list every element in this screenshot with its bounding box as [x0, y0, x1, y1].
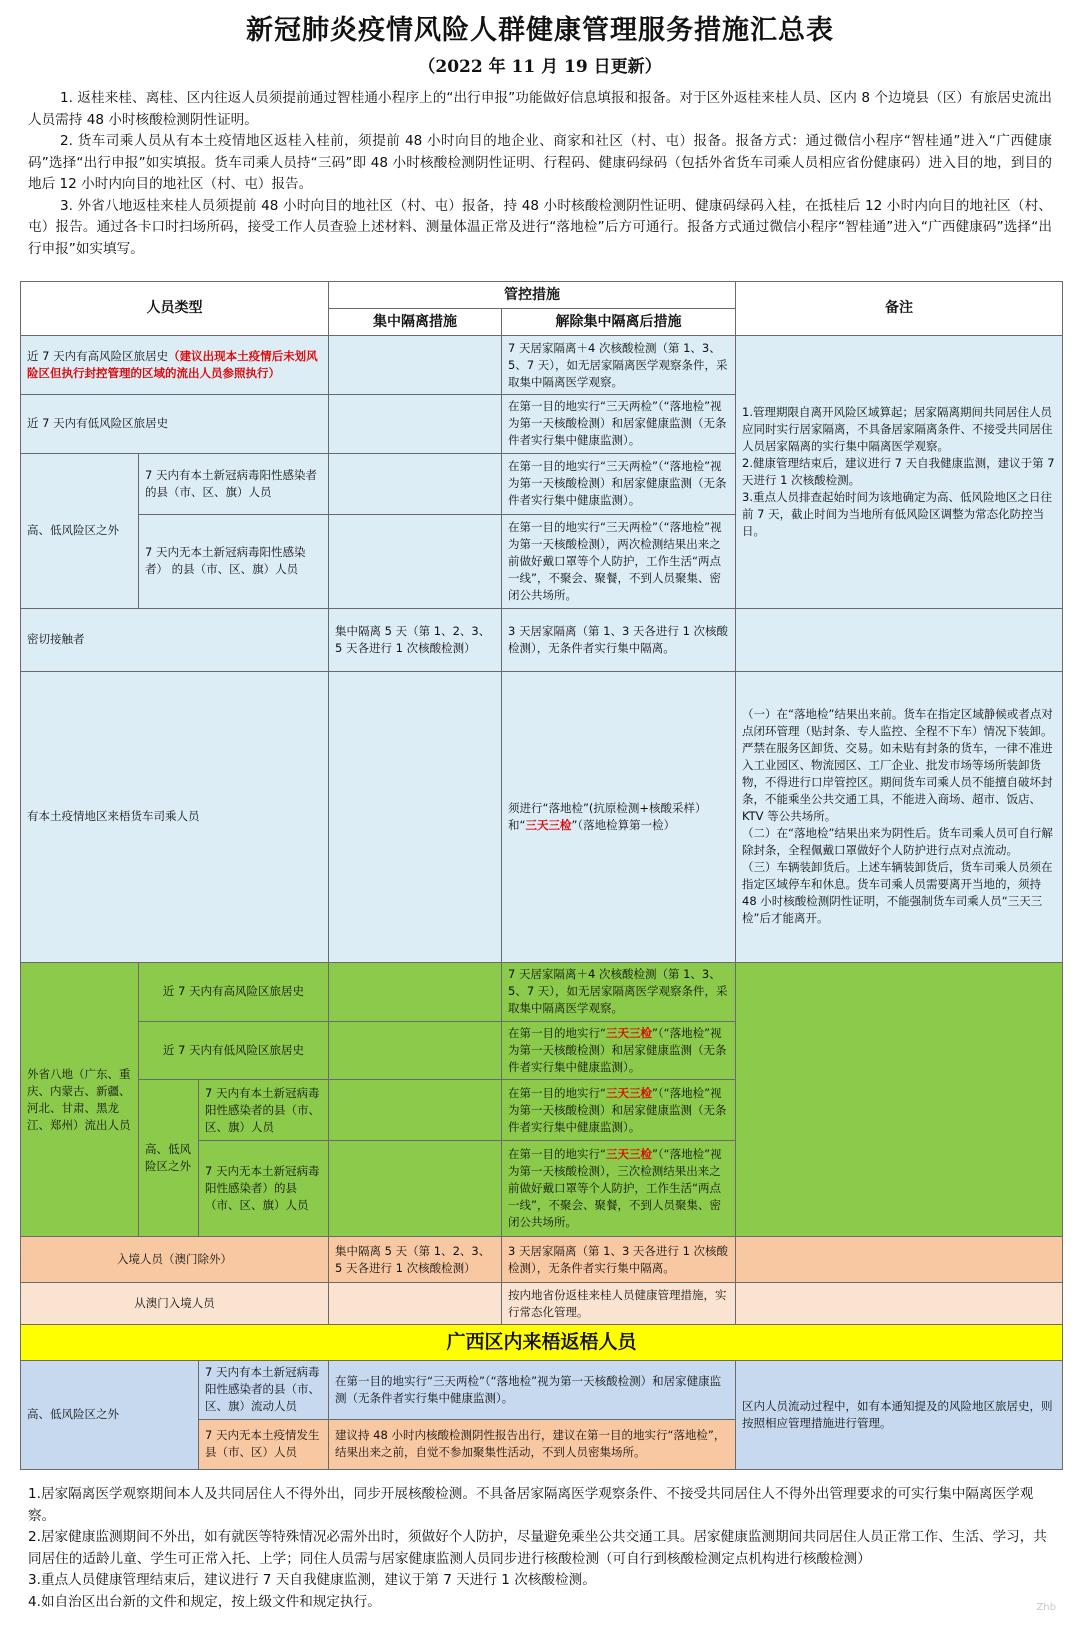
person-type-cell: 近 7 天内有高风险区旅居史（建议出现本土疫情后未划风险区但执行封控管理的区域的流出人员参照执行）	[21, 336, 329, 395]
release-cell: 在第一目的地实行“三天三检”（“落地检”视为第一天核酸检测）和居家健康监测（无条件者实行集中健康监测）。	[502, 1021, 736, 1080]
note-cell	[736, 1237, 1063, 1283]
header-person-type: 人员类型	[21, 282, 329, 336]
subgroup-cell: 高、低风险区之外	[139, 1080, 199, 1237]
central-cell	[329, 514, 502, 608]
page-title: 新冠肺炎疫情风险人群健康管理服务措施汇总表	[246, 15, 834, 46]
release-cell: 7 天居家隔离＋4 次核酸检测（第 1、3、5、7 天），如无居家隔离医学观察条件，采取集中隔离医学观察。	[502, 336, 736, 395]
release-cell: 在第一目的地实行“三天两检”（“落地检”视为第一天核酸检测）和居家健康监测（无条件者实行集中健康监测）。	[502, 453, 736, 514]
person-type-cell: 7 天内有本土新冠病毒阳性感染者的县（市、区、旗）流动人员	[199, 1360, 329, 1419]
note-cell: 区内人员流动过程中，如有本通知提及的风险地区旅居史，则按照相应管理措施进行管理。	[736, 1360, 1063, 1469]
release-cell: 3 天居家隔离（第 1、3 天各进行 1 次核酸检测），无条件者实行集中隔离。	[502, 608, 736, 671]
person-type-cell: 7 天内无本土新冠病毒阳性感染者）的县（市、区、旗）人员	[199, 1140, 329, 1236]
person-type-cell: 有本土疫情地区来梧货车司乘人员	[21, 671, 329, 962]
group-cell: 外省八地（广东、重庆、内蒙古、新疆、河北、甘肃、黑龙江、郑州）流出人员	[21, 962, 139, 1236]
table-row	[21, 608, 1063, 671]
central-cell	[329, 395, 502, 454]
table-row	[21, 1325, 1063, 1361]
group-cell: 高、低风险区之外	[21, 453, 139, 608]
central-cell	[329, 1140, 502, 1236]
central-cell	[329, 1080, 502, 1141]
release-cell: 在第一目的地实行“三天两检”（“落地检”视为第一天核酸检测），两次检测结果出来之前做好戴口罩等个人防护，工作生活“两点一线”，不聚会、聚餐，不到人员聚集、密闭公共场所。	[502, 514, 736, 608]
section-banner: 广西区内来梧返梧人员	[21, 1325, 1063, 1361]
person-type-cell: 7 天内有本土新冠病毒阳性感染者的县（市、区、旗）人员	[199, 1080, 329, 1141]
measure-cell: 在第一目的地实行“三天两检”（“落地检”视为第一天核酸检测）和居家健康监测（无条件者实行集中健康监测）。	[329, 1360, 736, 1419]
note-cell	[736, 608, 1063, 671]
footer-item: 2.居家健康监测期间不外出，如有就医等特殊情况必需外出时，须做好个人防护，尽量避免乘坐公共交通工具。居家健康监测期间共同居住人员正常工作、生活、学习，共同居住的适龄儿童、学生可正常入托、上学；同住人员需与居家健康监测人员同步进行核酸检测（可自行到核酸检测定点机构进行核酸检测）	[28, 1529, 1047, 1567]
person-type-cell: 7 天内无本土新冠病毒阳性感染者） 的县（市、区、旗）人员	[139, 514, 329, 608]
release-cell: 按内地省份返桂来桂人员健康管理措施，实行常态化管理。	[502, 1283, 736, 1325]
person-type-cell: 7 天内无本土疫情发生县（市、区）人员	[199, 1419, 329, 1469]
person-type-cell: 从澳门入境人员	[21, 1283, 329, 1325]
watermark: Zhb	[1036, 1602, 1056, 1613]
central-cell	[329, 1283, 502, 1325]
central-cell: 集中隔离 5 天（第 1、2、3、5 天各进行 1 次核酸检测）	[329, 608, 502, 671]
footer-item: 1.居家隔离医学观察期间本人及共同居住人不得外出，同步开展核酸检测。不具备居家隔离医学观察条件、不接受共同居住人不得外出管理要求的可实行集中隔离医学观察。	[28, 1486, 1034, 1524]
intro-notes	[28, 88, 1052, 260]
footer-item: 3.重点人员健康管理结束后，建议进行 7 天自我健康监测，建议于第 7 天进行 1 次核酸检测。	[28, 1572, 596, 1588]
footer-notes	[28, 1484, 1054, 1613]
central-cell	[329, 336, 502, 395]
header-note: 备注	[736, 282, 1063, 336]
header-central: 集中隔离措施	[329, 309, 502, 336]
table-row	[21, 962, 1063, 1021]
central-cell	[329, 671, 502, 962]
update-date: （2022 年 11 月 19 日更新）	[418, 57, 662, 77]
header-control: 管控措施	[329, 282, 736, 309]
note-cell: （一）在“落地检”结果出来前。货车在指定区域静候或者点对点闭环管理（贴封条、专人监控、全程不下车）情况下装卸。 严禁在服务区卸货、交易。如未贴有封条的货车，一律不准进入工业园区、物流园区、工厂企业、批发市场等场所装卸货物，不得进行口岸管控区。期间货车司乘人员不能擅自破坏封条，不能乘坐公共交通工具，不能进入商场、超市、饭店、KTV 等公共场所。 （二）在“落地检”结果出来为阴性后。货车司乘人员可自行解除封条，全程佩戴口罩做好个人防护进行点对点流动。 （三）车辆装卸货后。上述车辆装卸货后，货车司乘人员须在指定区域停车和休息。货车司乘人员需要离开当地的，须持 48 小时核酸检测阴性证明，不能强制货车司乘人员“三天三检”后才能离开。	[736, 671, 1063, 962]
intro-item: 1. 返桂来桂、离桂、区内往返人员须提前通过智桂通小程序上的“出行申报”功能做好信息填报和报备。对于区外返桂来桂人员、区内 8 个边境县（区）有旅居史流出人员需持 48 小时核酸检测阴性证明。	[28, 90, 1052, 128]
intro-item: 3. 外省八地返桂来桂人员须提前 48 小时向目的地社区（村、屯）报备，持 48 小时核酸检测阴性证明、健康码绿码入桂，在抵桂后 12 小时内向目的地社区（村、屯）报告。通过各卡口时扫场所码，接受工作人员查验上述材料、测量体温正常及进行“落地检”后方可通行。报备方式通过微信小程序“智桂通”进入“广西健康码”选择“出行申报”如实填写。	[28, 197, 1052, 257]
note-cell	[736, 962, 1063, 1236]
release-cell: 须进行“落地检”(抗原检测+核酸采样）和“三天三检”（落地检算第一检）	[502, 671, 736, 962]
release-cell: 7 天居家隔离＋4 次核酸检测（第 1、3、5、7 天），如无居家隔离医学观察条件，采取集中隔离医学观察。	[502, 962, 736, 1021]
person-type-cell: 近 7 天内有低风险区旅居史	[21, 395, 329, 454]
person-type-cell: 近 7 天内有低风险区旅居史	[139, 1021, 329, 1080]
central-cell	[329, 1021, 502, 1080]
person-type-cell: 密切接触者	[21, 608, 329, 671]
central-cell	[329, 962, 502, 1021]
release-cell: 在第一目的地实行“三天两检”（“落地检”视为第一天核酸检测）和居家健康监测（无条件者实行集中健康监测）。	[502, 395, 736, 454]
person-type-cell: 7 天内有本土新冠病毒阳性感染者的县（市、区、旗）人员	[139, 453, 329, 514]
measure-cell: 建议持 48 小时内核酸检测阴性报告出行，建议在第一目的地实行“落地检”，结果出来之前，自觉不参加聚集性活动，不到人员密集场所。	[329, 1419, 736, 1469]
person-type-cell: 入境人员（澳门除外）	[21, 1237, 329, 1283]
table-row	[21, 1360, 1063, 1419]
release-cell: 在第一目的地实行“三天三检”（“落地检”视为第一天核酸检测）和居家健康监测（无条件者实行集中健康监测）。	[502, 1080, 736, 1141]
table-row	[21, 1237, 1063, 1283]
footer-item: 4.如自治区出台新的文件和规定，按上级文件和规定执行。	[28, 1593, 381, 1610]
table-row	[21, 671, 1063, 962]
group-cell: 高、低风险区之外	[21, 1360, 199, 1469]
table-row	[21, 336, 1063, 395]
central-cell	[329, 453, 502, 514]
release-cell: 3 天居家隔离（第 1、3 天各进行 1 次核酸检测），无条件者实行集中隔离。	[502, 1237, 736, 1283]
note-cell	[736, 1283, 1063, 1325]
measures-table	[20, 281, 1063, 1470]
person-type-cell: 近 7 天内有高风险区旅居史	[139, 962, 329, 1021]
release-cell: 在第一目的地实行“三天三检”（“落地检”视为第一天核酸检测），三次检测结果出来之前做好戴口罩等个人防护，工作生活“两点一线”，不聚会、聚餐，不到人员聚集、密闭公共场所。	[502, 1140, 736, 1236]
table-row	[21, 1283, 1063, 1325]
central-cell: 集中隔离 5 天（第 1、2、3、5 天各进行 1 次核酸检测）	[329, 1237, 502, 1283]
header-release: 解除集中隔离后措施	[502, 309, 736, 336]
intro-item: 2. 货车司乘人员从有本土疫情地区返桂入桂前，须提前 48 小时向目的地企业、商家和社区（村、屯）报备。报备方式：通过微信小程序“智桂通”进入“广西健康码”选择“出行申报”如实填报。货车司乘人员持“三码”即 48 小时核酸检测阴性证明、行程码、健康码绿码（包括外省货车司乘人员相应省份健康码）进入目的地，到目的地后 12 小时内向目的地社区（村、屯）报告。	[28, 133, 1052, 192]
note-cell: 1.管理期限自离开风险区域算起；居家隔离期间共同居住人员应同时实行居家隔离，不具备居家隔离条件、不接受共同居住人员居家隔离的实行集中隔离医学观察。 2.健康管理结束后，建议进行 7 天自我健康监测，建议于第 7 天进行 1 次核酸检测。 3.重点人员排查起始时间为该地确定为高、低风险地区之日往前 7 天，截止时间为当地所有低风险区调整为常态化防控当日。	[736, 336, 1063, 608]
